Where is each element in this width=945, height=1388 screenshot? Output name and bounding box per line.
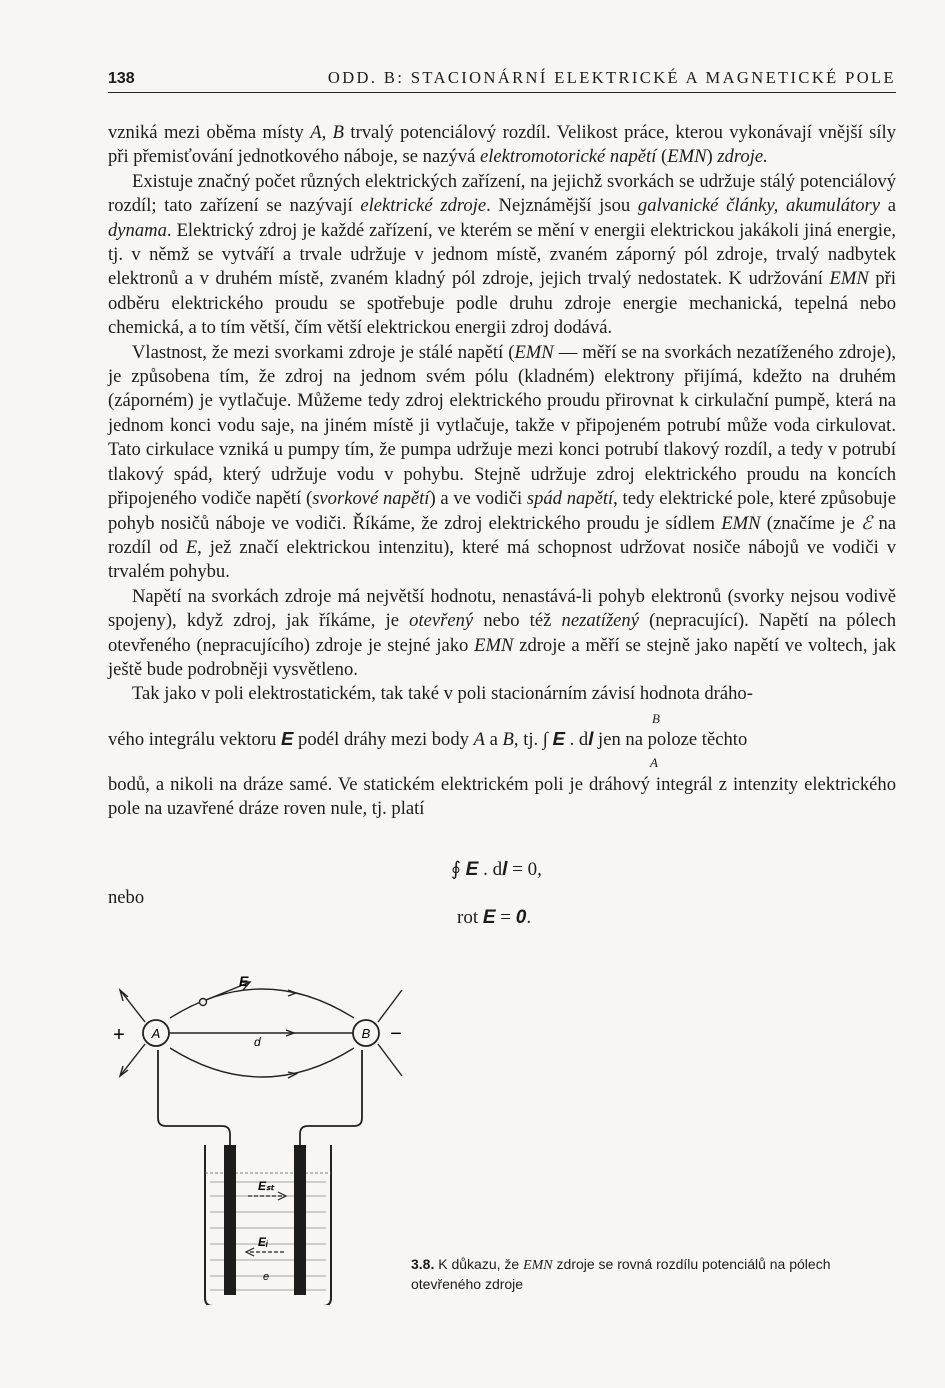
label-b: B bbox=[361, 1026, 371, 1041]
label-d: d bbox=[254, 1035, 261, 1049]
field-line-upper bbox=[170, 989, 354, 1018]
arrow-upper bbox=[288, 990, 296, 996]
equation-closed-integral: ∮ E . dl = 0, bbox=[451, 859, 542, 880]
paragraph-5: Tak jako v poli elektrostatickém, tak také v poli stacionárním závisí hodnota dráho- bbox=[132, 683, 753, 705]
paragraph-5-continued: bodů, a nikoli na dráze samé. Ve statickém elektrickém poli je dráhový integrál z intenzity elektrického pole na uzavřené dráze roven nule, tj. platí bbox=[108, 773, 896, 820]
page-header bbox=[108, 66, 896, 93]
label-electrolyte: e bbox=[262, 1271, 270, 1283]
integral-lower-limit: A bbox=[650, 754, 658, 770]
paragraph-1: vzniká mezi oběma místy A, B trvalý potenciálový rozdíl. Velikost práce, kterou vykonávají vnější síly při přemisťování jednotkového náboje, se nazývá elektromotorické napětí (EMN) zdroje. bbox=[108, 122, 896, 168]
paragraph-4: Napětí na svorkách zdroje má největší hodnotu, nenastává-li pohyb elektronů (svorky nejsou vodivě spojeny), když zdroj, jak říkáme, je otevřený nebo též nezatížený (nepracující). Napětí na pólech otevřeného (nepracujícího) zdroje je stejné jako EMN zdroje a měří se stejně jako napětí ve voltech, jak ještě bude podrobněji vysvětleno. bbox=[108, 585, 896, 680]
integral-sentence: vého integrálu vektoru E podél dráhy mezi body A a B, tj. ∫ E . dl jen na poloze těchto bbox=[108, 727, 748, 750]
running-head: ODD. B: STACIONÁRNÍ ELEKTRICKÉ A MAGNETICKÉ POLE bbox=[327, 68, 896, 87]
label-minus: − bbox=[390, 1023, 402, 1045]
figure-3-8-diagram bbox=[100, 960, 420, 1305]
field-line-lower bbox=[170, 1048, 354, 1077]
label-plus: + bbox=[113, 1024, 125, 1046]
label-est: Eₛₜ bbox=[258, 1179, 275, 1193]
integral-upper-limit: B bbox=[652, 710, 660, 726]
field-line-a-bottom bbox=[120, 1044, 145, 1076]
electrode-right bbox=[294, 1145, 306, 1295]
page-number: 138 bbox=[108, 70, 135, 87]
field-line-b-bottom bbox=[378, 1044, 402, 1076]
field-line-b-top bbox=[378, 990, 402, 1022]
test-charge bbox=[200, 999, 207, 1006]
paragraph-3: Vlastnost, že mezi svorkami zdroje je stálé napětí (EMN — měří se na svorkách nezatíženého zdroje), je způsobena tím, že zdroj na jednom svém pólu (kladném) elektrony přijímá, kdežto na druhém (záporném) je vytlačuje. Můžeme tedy zdroj elektrického proudu přirovnat k cirkulační pumpě, která na jednom konci vodu saje, na jiném místě ji vytlačuje, takže v připojeném potrubí může voda cirkulovat. Tato cirkulace vzniká u pumpy tím, že pumpa udržuje mezi konci potrubí tlakový rozdíl, a tedy v potrubí tlakový spád, který udržuje vodu v pohybu. Stejně udržuje zdroj elektrického proudu na koncích připojeného vodiče napětí (svorkové napětí) a ve vodiči spád napětí, tedy elektrické pole, které způsobuje pohyb nosičů náboje ve vodiči. Říkáme, že zdroj elektrického proudu je sídlem EMN (značíme je ℰ na rozdíl od E, jež značí elektrickou intenzitu), které má schopnost udržovat nosiče nábojů ve vodiči v trvalém pohybu. bbox=[108, 341, 896, 583]
equation-curl: rot E = 0. bbox=[457, 907, 532, 928]
electrode-left bbox=[224, 1145, 236, 1295]
field-line-a-top bbox=[120, 990, 145, 1022]
paragraph-2: Existuje značný počet různých elektrických zařízení, na jejichž svorkách se udržuje stálý potenciálový rozdíl; tato zařízení se nazývají elektrické zdroje. Nejznámější jsou galvanické články, akumulátory a dynama. Elektrický zdroj je každé zařízení, ve kterém se mění v energii elektrickou jakákoli jiná energie, tj. v němž se vytváří a trvale udržuje v jednom místě, zvaném záporný pól zdroje, trvalý nadbytek elektronů a v druhém místě, zvaném kladný pól zdroje, jejich trvalý nedostatek. K udržování EMN při odběru elektrického proudu se spotřebuje podle druhu zdroje energie mechanická, tepelná nebo chemická, a to tím větší, čím větší elektrickou energii zdroj dodává. bbox=[108, 170, 896, 339]
label-a: A bbox=[151, 1026, 161, 1041]
body-text bbox=[108, 121, 896, 822]
integral-line bbox=[108, 707, 896, 773]
label-e: E bbox=[239, 973, 249, 989]
conductor-from-a bbox=[158, 1050, 230, 1288]
figure-caption: 3.8. K důkazu, že EMN zdroje se rovná rozdílu potenciálů na pólech otevřeného zdroje bbox=[411, 1256, 831, 1292]
word-nebo: nebo bbox=[108, 887, 145, 908]
label-ei: Eᵢ bbox=[258, 1235, 269, 1249]
